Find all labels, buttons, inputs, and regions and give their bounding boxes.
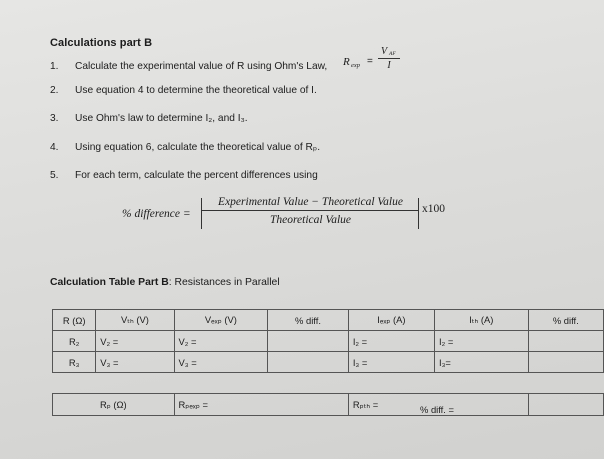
- ohms-fraction: [378, 46, 400, 71]
- table-cell[interactable]: I₂ =: [435, 331, 529, 352]
- step-text: Use Ohm's law to determine I₂, and I₃.: [75, 113, 248, 124]
- step-text: Use equation 4 to determine the theoretical value of I.: [75, 85, 317, 96]
- rp-th-cell[interactable]: Rₚₜₕ =: [348, 394, 528, 416]
- multiplier: x100: [422, 203, 445, 215]
- header-row: [53, 310, 604, 331]
- header-cell: Iₑₓₚ (A): [348, 310, 434, 331]
- table-cell[interactable]: V₃ =: [96, 352, 174, 373]
- header-cell: R (Ω): [53, 310, 96, 331]
- table-cell[interactable]: [268, 352, 349, 373]
- header-cell: Iₜₕ (A): [435, 310, 529, 331]
- step-number: 2.: [50, 85, 59, 96]
- rp-diff-label: % diff. =: [420, 404, 454, 415]
- header-cell: Vₜₕ (V): [96, 310, 174, 331]
- table-cell[interactable]: V₂ =: [96, 331, 174, 352]
- rp-label: Rₚ (Ω): [53, 394, 175, 416]
- equals-sign: =: [367, 56, 373, 67]
- section-heading: Calculations part B: [50, 37, 153, 49]
- r-subscript: exp: [351, 62, 361, 69]
- r-symbol: R: [343, 56, 350, 68]
- percent-diff-lhs: % difference =: [122, 208, 191, 220]
- table-title-bold: Calculation Table Part B: [50, 277, 169, 288]
- table-cell: R₃: [53, 352, 96, 373]
- step-number: 5.: [50, 170, 59, 181]
- fraction-denominator: Theoretical Value: [269, 214, 352, 226]
- v-symbol: V: [381, 46, 388, 57]
- step-text: Calculate the experimental value of R using Ohm's Law,: [75, 61, 328, 72]
- rp-diff-cell[interactable]: [528, 394, 603, 416]
- table-cell: R₂: [53, 331, 96, 352]
- header-cell: % diff.: [268, 310, 349, 331]
- table-row: [53, 352, 604, 373]
- spacer-cell: [53, 373, 604, 394]
- table-cell[interactable]: I₃=: [435, 352, 529, 373]
- table-cell[interactable]: V₃ =: [174, 352, 268, 373]
- step-text: Using equation 6, calculate the theoretical value of Rₚ.: [75, 142, 321, 153]
- step-text: For each term, calculate the percent differences using: [75, 170, 318, 181]
- table-title-rest: : Resistances in Parallel: [168, 277, 280, 288]
- step-number: 4.: [50, 142, 59, 153]
- table-title: [50, 277, 280, 288]
- header-cell: % diff.: [528, 310, 603, 331]
- fraction-numerator: Experimental Value − Theoretical Value: [202, 196, 419, 211]
- table-cell[interactable]: V₂ =: [174, 331, 268, 352]
- spacer-row: [53, 373, 604, 394]
- percent-diff-label: [122, 208, 191, 220]
- table-row: [53, 331, 604, 352]
- table-cell[interactable]: [268, 331, 349, 352]
- percent-diff-fraction: [202, 196, 419, 226]
- step-number: 1.: [50, 61, 59, 72]
- calculation-table: [52, 309, 604, 416]
- v-subscript: AF: [389, 51, 396, 57]
- header-cell: Vₑₓₚ (V): [174, 310, 268, 331]
- i-symbol: I: [387, 60, 391, 71]
- table-cell[interactable]: I₃ =: [348, 352, 434, 373]
- table-cell[interactable]: [528, 331, 603, 352]
- table-cell[interactable]: [528, 352, 603, 373]
- rp-exp-cell[interactable]: Rₚₑₓₚ =: [174, 394, 348, 416]
- table-cell[interactable]: I₂ =: [348, 331, 434, 352]
- abs-bar-right: [418, 198, 419, 229]
- rp-row: [53, 394, 604, 416]
- step-number: 3.: [50, 113, 59, 124]
